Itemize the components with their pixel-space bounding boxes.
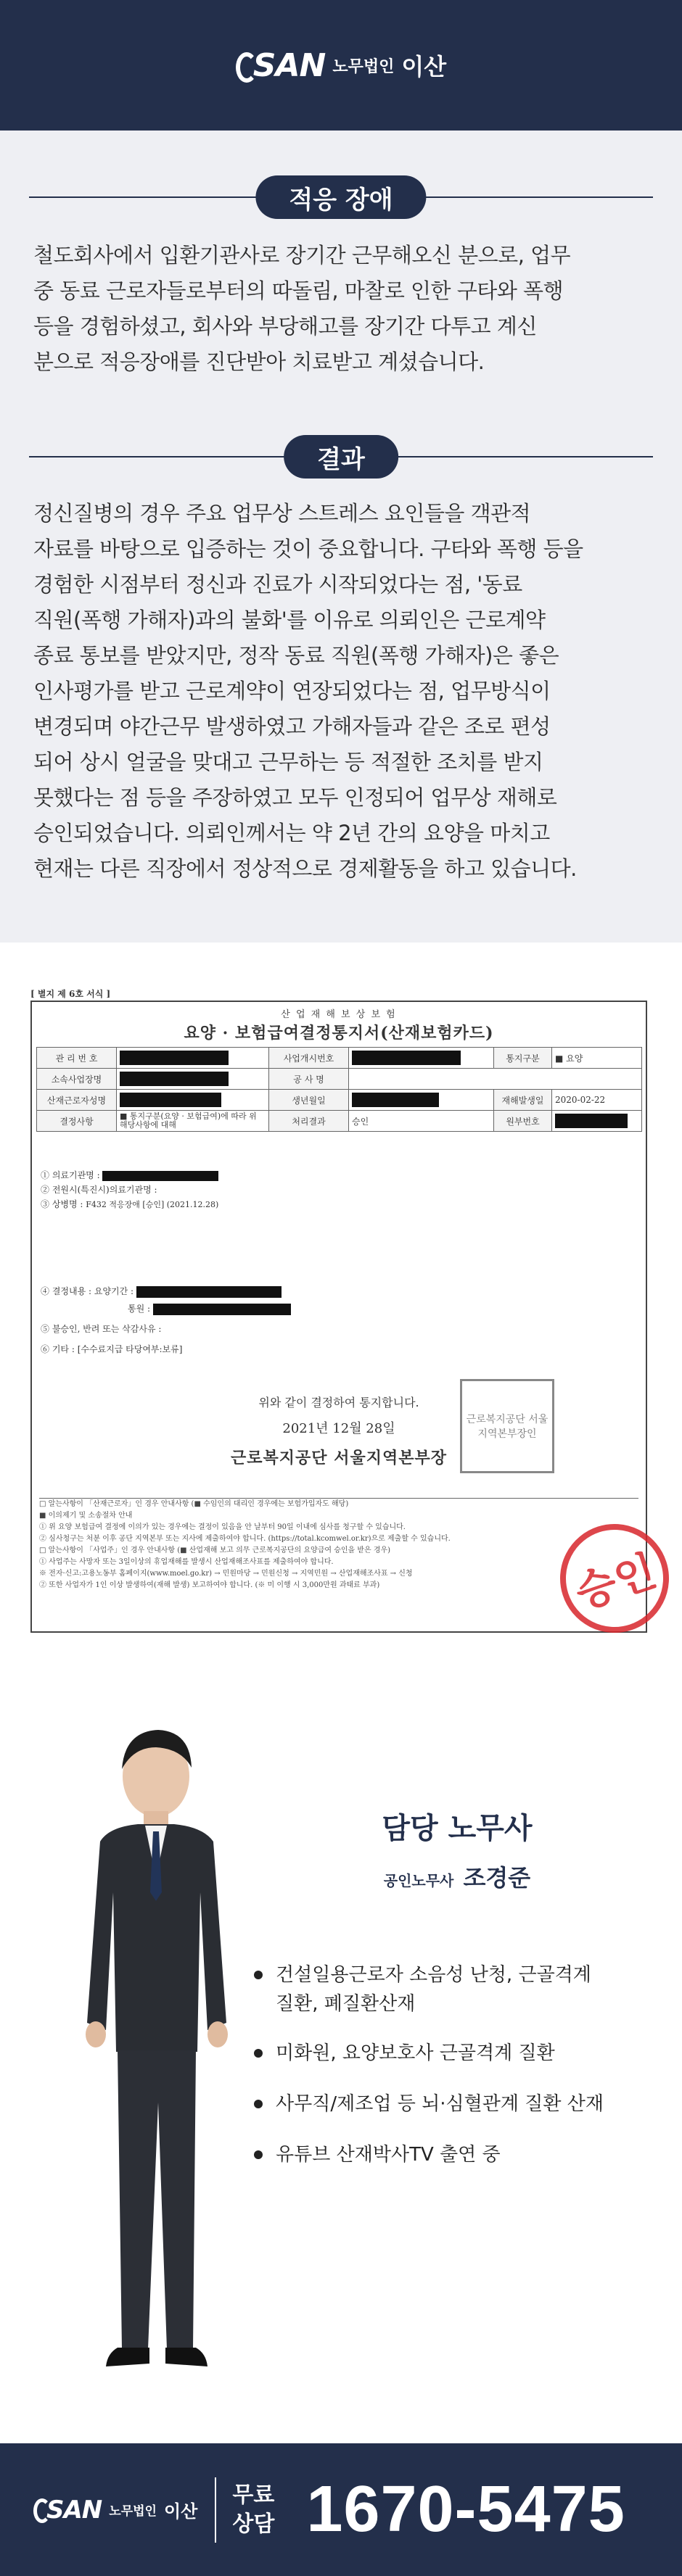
result-description: [33, 496, 649, 887]
lawyer-photo: [58, 1711, 254, 2385]
logo-name: 이산: [401, 53, 447, 80]
logo-subtitle: 노무법인: [332, 57, 395, 76]
document-issuer: 근로복지공단 서울지역본부장: [231, 1449, 447, 1467]
official-seal: 근로복지공단 서울지역본부장인: [460, 1379, 554, 1473]
top-header: [0, 0, 682, 131]
table-cell: ■ 통지구분(요양 · 보험급여)에 따라 위 해당사항에 대해: [117, 1111, 269, 1132]
list-item: 유튜브 산재박사TV 출연 중: [254, 2140, 646, 2169]
document-item: ① 의료기관명 :: [41, 1169, 218, 1181]
approval-document-section: [0, 943, 682, 1682]
redaction-bar: [136, 1286, 282, 1298]
table-row: [37, 1069, 642, 1090]
fine-print-line: ① 위 요양 보험급여 결정에 이의가 있는 경우에는 결정이 있음을 안 날부터 90일 이내에 심사를 청구할 수 있습니다.: [39, 1523, 406, 1531]
table-cell: 공 사 명: [269, 1069, 349, 1090]
fine-print-line: ■ 이의제기 및 소송절차 안내: [39, 1512, 133, 1520]
document-notice: 위와 같이 결정하여 통지합니다.: [258, 1396, 419, 1409]
phone-number-link[interactable]: 1670-5475: [306, 2473, 625, 2546]
table-cell: 생년월일: [269, 1090, 349, 1111]
free-consult-label: 무료 상담: [232, 2482, 275, 2537]
case-description-line: 분으로 적응장애를 진단받아 치료받고 계셨습니다.: [33, 349, 485, 374]
case-description: [33, 238, 649, 380]
table-cell: 통지구분: [494, 1048, 552, 1069]
title-pill: 결과: [284, 435, 398, 479]
table-row: [37, 1111, 642, 1132]
section-title-disorder: [29, 175, 653, 219]
result-line: 현재는 다른 직장에서 정상적으로 경제활동을 하고 있습니다.: [33, 856, 577, 881]
section-title-result: [29, 435, 653, 479]
fine-print-line: ② 또한 사업자가 1인 이상 발생하여(재해 발생) 보고하여야 합니다. (※ 미 이행 시 3,000만원 과태료 부과): [39, 1581, 380, 1589]
document-item: ⑤ 불승인, 반려 또는 삭감사유 :: [41, 1324, 162, 1334]
footer-contact-bar: [0, 2443, 682, 2576]
redaction-bar: [352, 1051, 461, 1065]
table-cell: 처리결과: [269, 1111, 349, 1132]
result-line: 경험한 시점부터 정신과 진료가 시작되었다는 점, '동료: [33, 572, 522, 597]
case-description-line: 중 동료 근로자들로부터의 따돌림, 마찰로 인한 구타와 폭행: [33, 278, 564, 303]
table-cell: [117, 1069, 269, 1090]
lawyer-profile: [254, 1805, 660, 2166]
footer-divider: [215, 2477, 216, 2543]
case-description-line: 등을 경험하셨고, 회사와 부당해고를 장기간 다투고 계신: [33, 314, 537, 339]
case-description-line: 철도회사에서 입환기관사로 장기간 근무해오신 분으로, 업무: [33, 243, 571, 268]
table-cell: 산재근로자성명: [37, 1090, 117, 1111]
fine-print-line: □ 알는사항이 「산재근로자」인 경우 안내사항 (■ 수임인의 대리인 경우에는 보험가입자도 해당): [39, 1500, 349, 1508]
document-subtitle: 산 업 재 해 보 상 보 험: [281, 1009, 397, 1020]
fine-print-line: □ 알는사항이 「사업주」인 경우 안내사항 (■ 산업재해 보고 의무 근로복지공단의 요양급여 승인을 받은 경우): [39, 1546, 391, 1554]
document-title: 요양 · 보험급여결정통지서(산재보험카드): [184, 1024, 494, 1043]
redaction-bar: [555, 1114, 628, 1128]
result-line: 승인되었습니다. 의뢰인께서는 약 2년 간의 요양을 마치고: [33, 821, 550, 845]
result-line: 되어 상시 얼굴을 맞대고 근무하는 등 적절한 조치를 받지: [33, 750, 543, 774]
document-item: ③ 상병명 : F432 적응장애 [승인] (2021.12.28): [41, 1199, 219, 1209]
lawyer-title: 공인노무사: [383, 1872, 454, 1889]
list-item: 미화원, 요양보호사 근골격계 질환: [254, 2039, 646, 2068]
result-line: 정신질병의 경우 주요 업무상 스트레스 요인들을 객관적: [33, 501, 531, 526]
document-item: ④ 결정내용 : 요양기간 :: [41, 1285, 282, 1298]
result-line: 자료를 바탕으로 입증하는 것이 중요합니다. 구타와 폭행 등을: [33, 537, 583, 561]
result-line: 종료 통보를 받았지만, 정작 동료 직원(폭행 가해자)은 좋은: [33, 643, 559, 668]
logo-mark: SAN: [33, 2496, 102, 2525]
table-cell: 소속사업장명: [37, 1069, 117, 1090]
document-date: 2021년 12월 28일: [282, 1421, 395, 1436]
table-row: [37, 1048, 642, 1069]
list-item: 건설일용근로자 소음성 난청, 근골격계 질환, 폐질환산재: [254, 1960, 646, 2018]
table-cell: 원부번호: [494, 1111, 552, 1132]
table-cell: 2020-02-22: [552, 1090, 642, 1111]
logo-name: 이산: [163, 2501, 198, 2522]
table-cell: [117, 1048, 269, 1069]
result-line: 인사평가를 받고 근로계약이 연장되었다는 점, 업무방식이: [33, 679, 551, 703]
fine-print-line: ※ 전자·신고:고용노동부 홈페이지(www.moel.go.kr) → 민원마당 → 민원신청 → 지역민원 → 산업재해조사표 → 신청: [39, 1570, 413, 1578]
document-table: [36, 1047, 642, 1132]
list-item: 사무직/제조업 등 뇌·심혈관계 질환 산재: [254, 2090, 646, 2119]
redaction-bar: [120, 1093, 221, 1107]
table-cell: 재해발생일: [494, 1090, 552, 1111]
logo-subtitle: 노무법인: [109, 2504, 157, 2519]
form-label: [ 별지 제 6호 서식 ]: [30, 989, 111, 999]
case-info-section: [0, 131, 682, 943]
lawyer-section: [0, 1682, 682, 2443]
table-cell: 관 리 번 호: [37, 1048, 117, 1069]
table-cell: [349, 1090, 494, 1111]
fine-print-line: ② 심사청구는 처분 이후 공단 지역본부 또는 지사에 제출하여야 합니다. (https://total.kcomwel.or.kr)으로 제출할 수 있습니다.: [39, 1535, 451, 1543]
table-cell: [117, 1090, 269, 1111]
brand-logo[interactable]: [236, 47, 446, 84]
table-cell: [552, 1111, 642, 1132]
document-item: 통원 :: [128, 1302, 291, 1315]
redaction-bar: [352, 1093, 439, 1107]
document-item: ⑥ 기타 : [수수료지급 타당여부:보류]: [41, 1344, 183, 1354]
redaction-bar: [120, 1051, 229, 1065]
document-frame: [30, 1001, 647, 1633]
table-cell: ■ 요양: [552, 1048, 642, 1069]
footer-logo[interactable]: [33, 2496, 197, 2525]
result-line: 못했다는 점 등을 주장하였고 모두 인정되어 업무상 재해로: [33, 785, 557, 810]
redaction-bar: [153, 1304, 291, 1315]
document-item: ② 전원시(특진시)의료기관명 :: [41, 1185, 157, 1195]
fine-print-line: ① 사업주는 사망자 또는 3일이상의 휴업재해를 발생시 산업재해조사표를 제출하여야 합니다.: [39, 1558, 334, 1566]
table-cell: 사업개시번호: [269, 1048, 349, 1069]
lawyer-name: 조경준: [463, 1864, 531, 1892]
result-line: 변경되며 야간근무 발생하였고 가해자들과 같은 조로 편성: [33, 714, 551, 739]
result-line: 직원(폭행 가해자)과의 불화'를 이유로 의뢰인은 근로계약: [33, 608, 546, 632]
approval-notice-document[interactable]: [30, 987, 662, 1633]
table-cell: 승인: [349, 1111, 494, 1132]
approval-stamp: 승인: [546, 1509, 682, 1647]
title-pill: 적응 장애: [255, 175, 426, 219]
lawyer-role: 담당 노무사: [382, 1812, 533, 1845]
document-fine-print: [39, 1498, 638, 1629]
table-cell: [349, 1069, 642, 1090]
table-cell: [349, 1048, 494, 1069]
redaction-bar: [102, 1171, 218, 1181]
logo-mark: SAN: [236, 47, 326, 84]
table-cell: 결정사항: [37, 1111, 117, 1132]
table-row: [37, 1090, 642, 1111]
redaction-bar: [120, 1072, 229, 1086]
lawyer-name-line: [254, 1860, 660, 1893]
